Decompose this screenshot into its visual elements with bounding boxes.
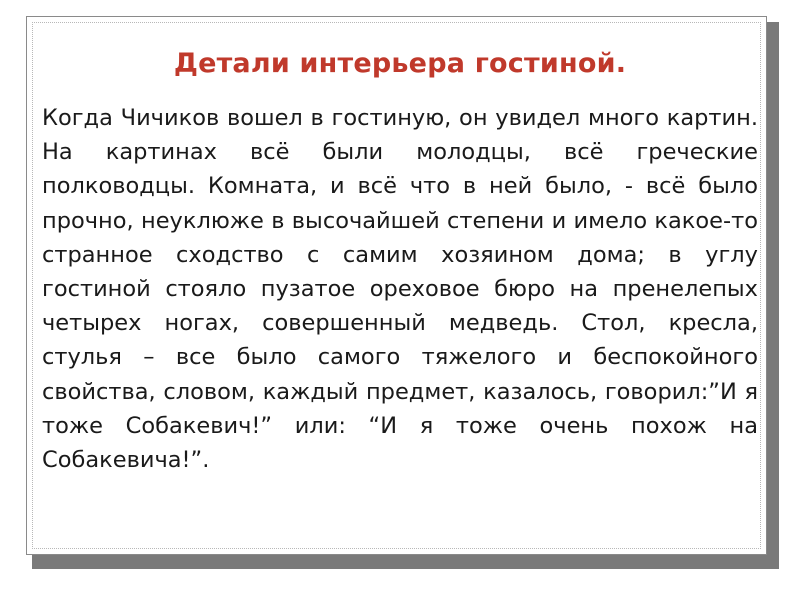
slide-title: Детали интерьера гостиной. (173, 48, 627, 79)
slide-body-text: Когда Чичиков вошел в гостиную, он увидел много картин. На картинах всё были молодцы, всё греческие полководцы. Комната, и всё что в ней было, - всё было прочно, неуклюже в высочайшей степени и имело какое-то странное сходство с самим хозяином дома; в углу гостиной стояло пузатое ореховое бюро на пренелепых четырех ногах, совершенный медведь. Стол, кресла, стулья – все было самого тяжелого и беспокойного свойства, словом, каждый предмет, казалось, говорил:”И я тоже Собакевич!” или: “И я тоже очень похож на Собакевича!”. (42, 105, 758, 474)
